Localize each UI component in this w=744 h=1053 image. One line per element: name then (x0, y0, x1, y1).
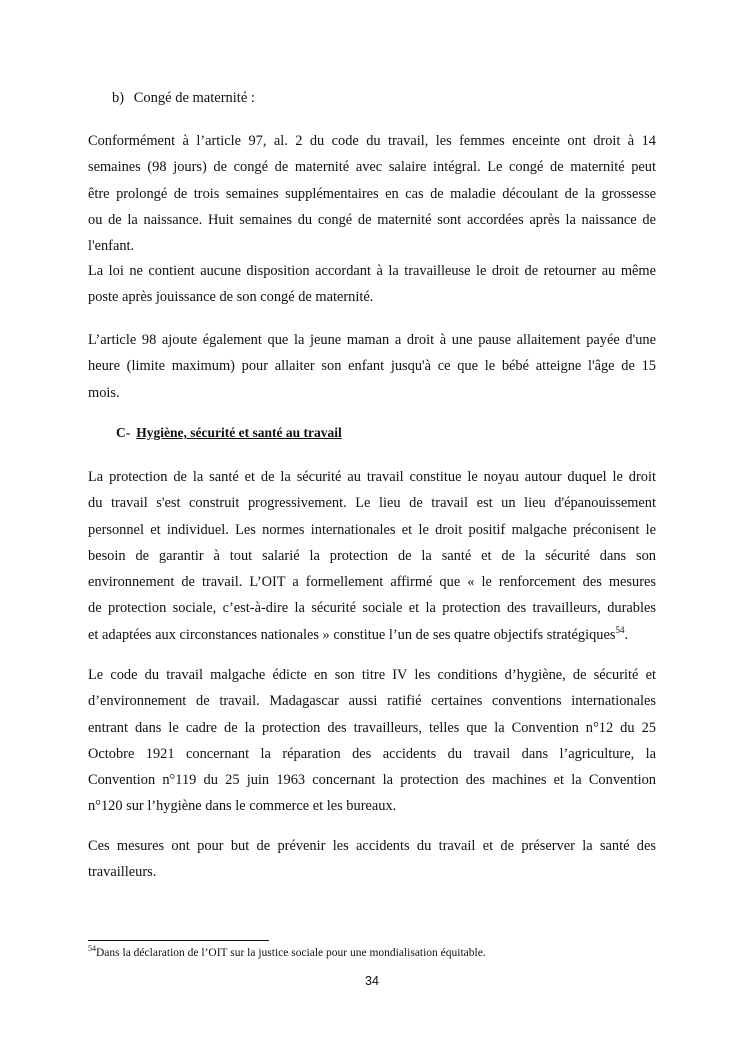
text-line: La protection de la santé et de la sécurité au travail constitue le noyau autour duquel le droit (88, 469, 656, 485)
text-line: être prolongé de trois semaines supplémentaires en cas de maladie découlant de la grossesse (88, 185, 656, 202)
text-line: du travail s'est construit progressivement. Le lieu de travail est un lieu d'épanouissement (88, 495, 656, 512)
footnote-text: Dans la déclaration de l’OIT sur la justice sociale pour une mondialisation équitable. (96, 947, 486, 959)
section-c-marker: C- (116, 425, 131, 440)
text-segment: . (624, 626, 629, 643)
text-segment: et adaptées aux circonstances nationales » constitue l’un de ses quatre objectifs stratégiques (88, 626, 616, 643)
paragraph-breastfeeding-break (88, 327, 656, 406)
text-line: travailleurs. (88, 864, 157, 881)
text-line: La loi ne contient aucune disposition accordant à la travailleuse le droit de retourner au même (88, 263, 656, 279)
paragraph-health-safety (88, 464, 656, 648)
footnote-reference[interactable]: 54 (615, 624, 625, 635)
paragraph-maternity-leave (88, 128, 656, 259)
text-line: de protection sociale, c’est-à-dire la sécurité sociale et la protection des travailleurs, durables (88, 600, 656, 617)
section-c-heading (116, 425, 342, 441)
text-line: Convention n°119 du 25 juin 1963 concernant la protection des machines et la Convention (88, 772, 656, 789)
text-line: d’environnement de travail. Madagascar aussi ratifié certaines conventions internationales (88, 693, 656, 710)
section-b-title: Congé de maternité : (133, 90, 255, 106)
text-line: poste après jouissance de son congé de maternité. (88, 289, 374, 306)
text-line-with-footnote (88, 622, 656, 648)
text-line: mois. (88, 384, 120, 401)
text-line: heure (limite maximum) pour allaiter son enfant jusqu'à ce que le bébé atteigne l'âge de 15 (88, 358, 656, 375)
paragraph-prevention-goal (88, 833, 656, 886)
section-b-marker: b) (112, 90, 125, 106)
section-c-title: Hygiène, sécurité et santé au travail (136, 425, 342, 440)
text-line: Ces mesures ont pour but de prévenir les accidents du travail et de préserver la santé des (88, 838, 656, 854)
text-line: L’article 98 ajoute également que la jeune maman a droit à une pause allaitement payée d'une (88, 332, 656, 348)
footnote-number: 54 (88, 944, 96, 954)
text-line: ou de la naissance. Huit semaines du congé de maternité sont accordées après la naissance de (88, 211, 656, 228)
paragraph-labour-code (88, 662, 656, 820)
text-line: besoin de garantir à tout salarié la protection de la santé et de la sécurité dans son (88, 547, 656, 564)
text-line: personnel et individuel. Les normes internationales et le droit positif malgache préconisent le (88, 521, 656, 538)
text-line: environnement de travail. L’OIT a formellement affirmé que « le renforcement des mesures (88, 574, 656, 591)
section-b-heading (112, 88, 255, 108)
text-line: Octobre 1921 concernant la réparation des accidents du travail dans l’agriculture, la (88, 745, 656, 762)
text-line: l'enfant. (88, 238, 135, 255)
footnote (88, 944, 486, 959)
page-number: 34 (365, 974, 379, 988)
text-line: Le code du travail malgache édicte en son titre IV les conditions d’hygiène, de sécurité et (88, 667, 656, 683)
text-line: semaines (98 jours) de congé de maternité avec salaire intégral. Le congé de maternité peut (88, 159, 656, 176)
footnote-divider (88, 940, 269, 941)
paragraph-return-to-post (88, 258, 656, 311)
text-line: Conformément à l’article 97, al. 2 du code du travail, les femmes enceinte ont droit à 14 (88, 133, 656, 149)
text-line: entrant dans le cadre de la protection des travailleurs, telles que la Convention n°12 du 25 (88, 719, 656, 736)
text-line: n°120 sur l’hygiène dans le commerce et les bureaux. (88, 798, 397, 815)
